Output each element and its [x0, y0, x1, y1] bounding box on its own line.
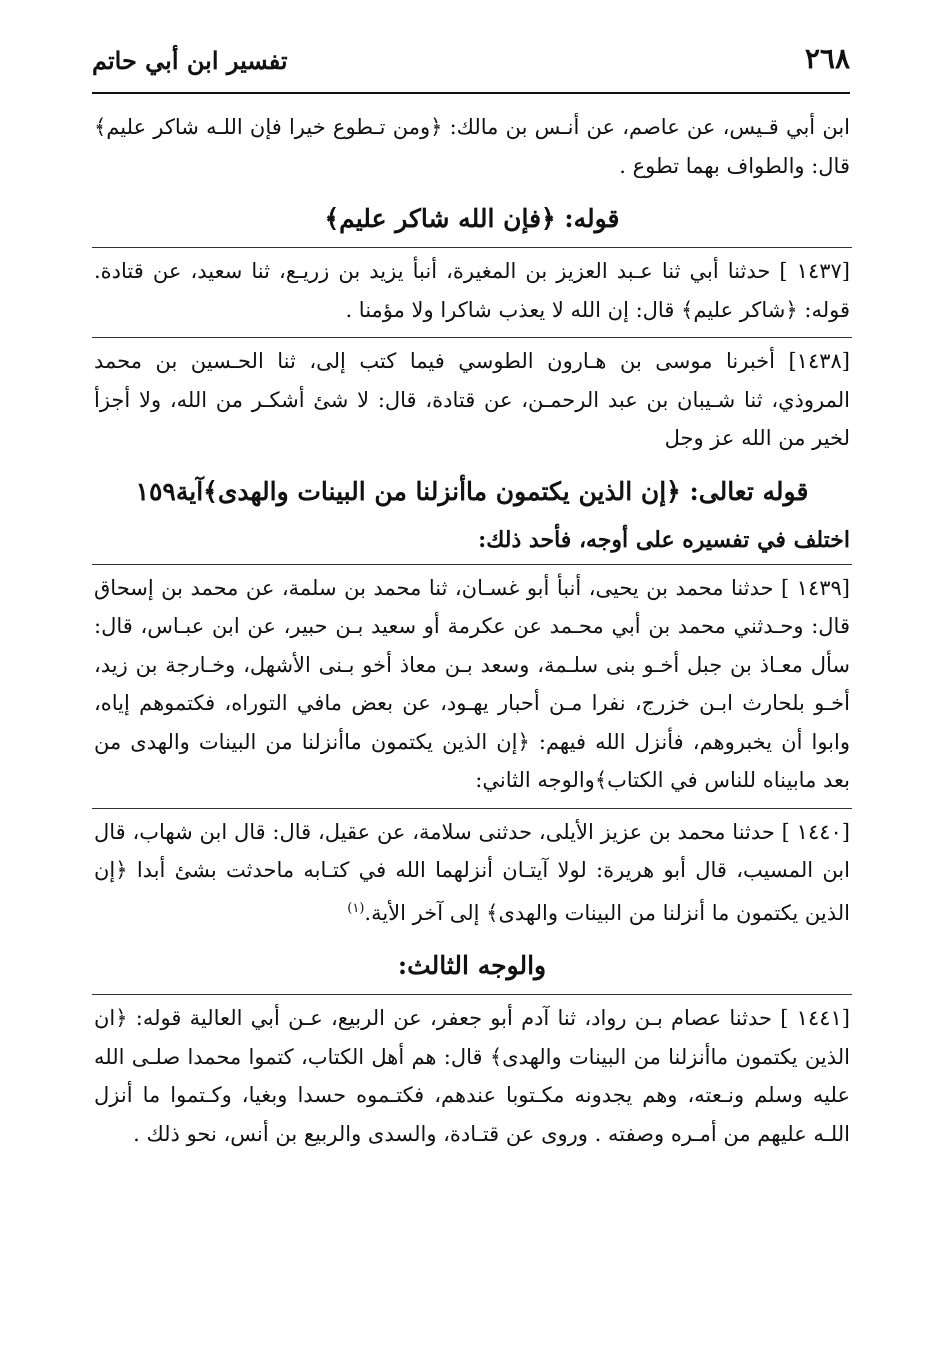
narration-1441: [١٤٤١ ] حدثنا عصام بـن رواد، ثنا آدم أبو جعفر، عن الربيع، عـن أبي العالية قوله: ﴿ان الذين يكتمون ماأنزلنا من البينات والهدى﴾ قال: هم أهل الكتاب، كتموا محمدا صلـى الله عليه وسلم ونـعته، وهم يجدونه مكـتوبا عندهم، فكتـموه حسدا وبغيا، وكـتموا ما أنزل اللـه عليهم من أمـره وصفته . وروى عن قتـادة، والسدى والربيع بن أنس، نحو ذلك . [94, 1006, 850, 1146]
running-header [92, 36, 850, 94]
page-number: ٢٦٨ [804, 42, 850, 75]
verse-subheading: اختلف في تفسيره على أوجه، فأحد ذلك: [478, 526, 850, 553]
narration-1440-text: [١٤٤٠ ] حدثنا محمد بن عزيز الأيلى، حدثنى سلامة، عن عقيل، قال: قال ابن شهاب، قال ابن المسيب، قال أبو هريرة: لولا آيتـان أنزلهما الله في كتـابه ماحدثت بشئ أبدا ﴿إن الذين يكتمون ما أنزلنا من البينات والهدى﴾ إلى آخر الأية. [94, 819, 850, 925]
narration-1438: [١٤٣٨] أخبرنا موسى بن هـارون الطوسي فيما كتب إلى، ثنا الحـسين بن محمد المروذي، ثنا شـيبان بن عبد الرحمـن، عن قتادة، قال: لا شئ أشكـر من الله، ولا أجزأ لخير من الله عز وجل [94, 349, 850, 450]
divider [92, 808, 852, 809]
divider [92, 337, 852, 338]
narration-1439: [١٤٣٩ ] حدثنا محمد بن يحيى، أنبأ أبو غسـان، ثنا محمد بن سلمة، عن محمد بن إسحاق قال: وحـدثني محمد بن أبي محـمد عن عكرمة أو سعيد بـن حبير، عن ابن عبـاس، قال: سأل معـاذ بن جبل أخـو بنى سلـمة، وسعد بـن معاذ أخو بـنى الأشهل، وخـارجة بن زيد، أخـو بلحارث ابـن خزرج، نفرا مـن أحبار يهـود، عن بعض مافي التوراه، فكتموهم إياه، وابوا أن يخبروهم، فأنزل الله فيهم: ﴿إن الذين يكتمون ماأنزلنا من البينات والهدى من بعد مابيناه للناس في الكتاب﴾والوجه الثاني: [94, 575, 850, 792]
divider [92, 564, 852, 565]
book-title: تفسير ابن أبي حاتم [92, 46, 288, 75]
narration-1437: [١٤٣٧ ] حدثنا أبي ثنا عـبد العزيز بن المغيرة، أنبأ يزيد بن زريـع، ثنا سعيد، عن قتادة. قوله: ﴿شاكر عليم﴾ قال: إن الله لا يعذب شاكرا ولا مؤمنا . [94, 259, 850, 322]
narration-1440 [94, 813, 850, 939]
footnote-reference: (١) [347, 900, 365, 916]
divider [92, 247, 852, 248]
section-heading: قوله: ﴿فإن الله شاكر عليم﴾ [324, 204, 620, 233]
page-body [94, 108, 850, 1159]
divider [92, 994, 852, 995]
paragraph-continuation: ابن أبي قـيس، عن عاصم، عن أنـس بن مالك: ﴿ومن تـطوع خيرا فإن اللـه شاكر عليم﴾ قال: والطواف بهما تطوع . [94, 115, 850, 178]
verse-heading: قوله تعالى: ﴿إن الذين يكتمون ماأنزلنا من البينات والهدى﴾آية١٥٩ [135, 476, 809, 506]
section-heading-third: والوجه الثالث: [397, 951, 547, 980]
